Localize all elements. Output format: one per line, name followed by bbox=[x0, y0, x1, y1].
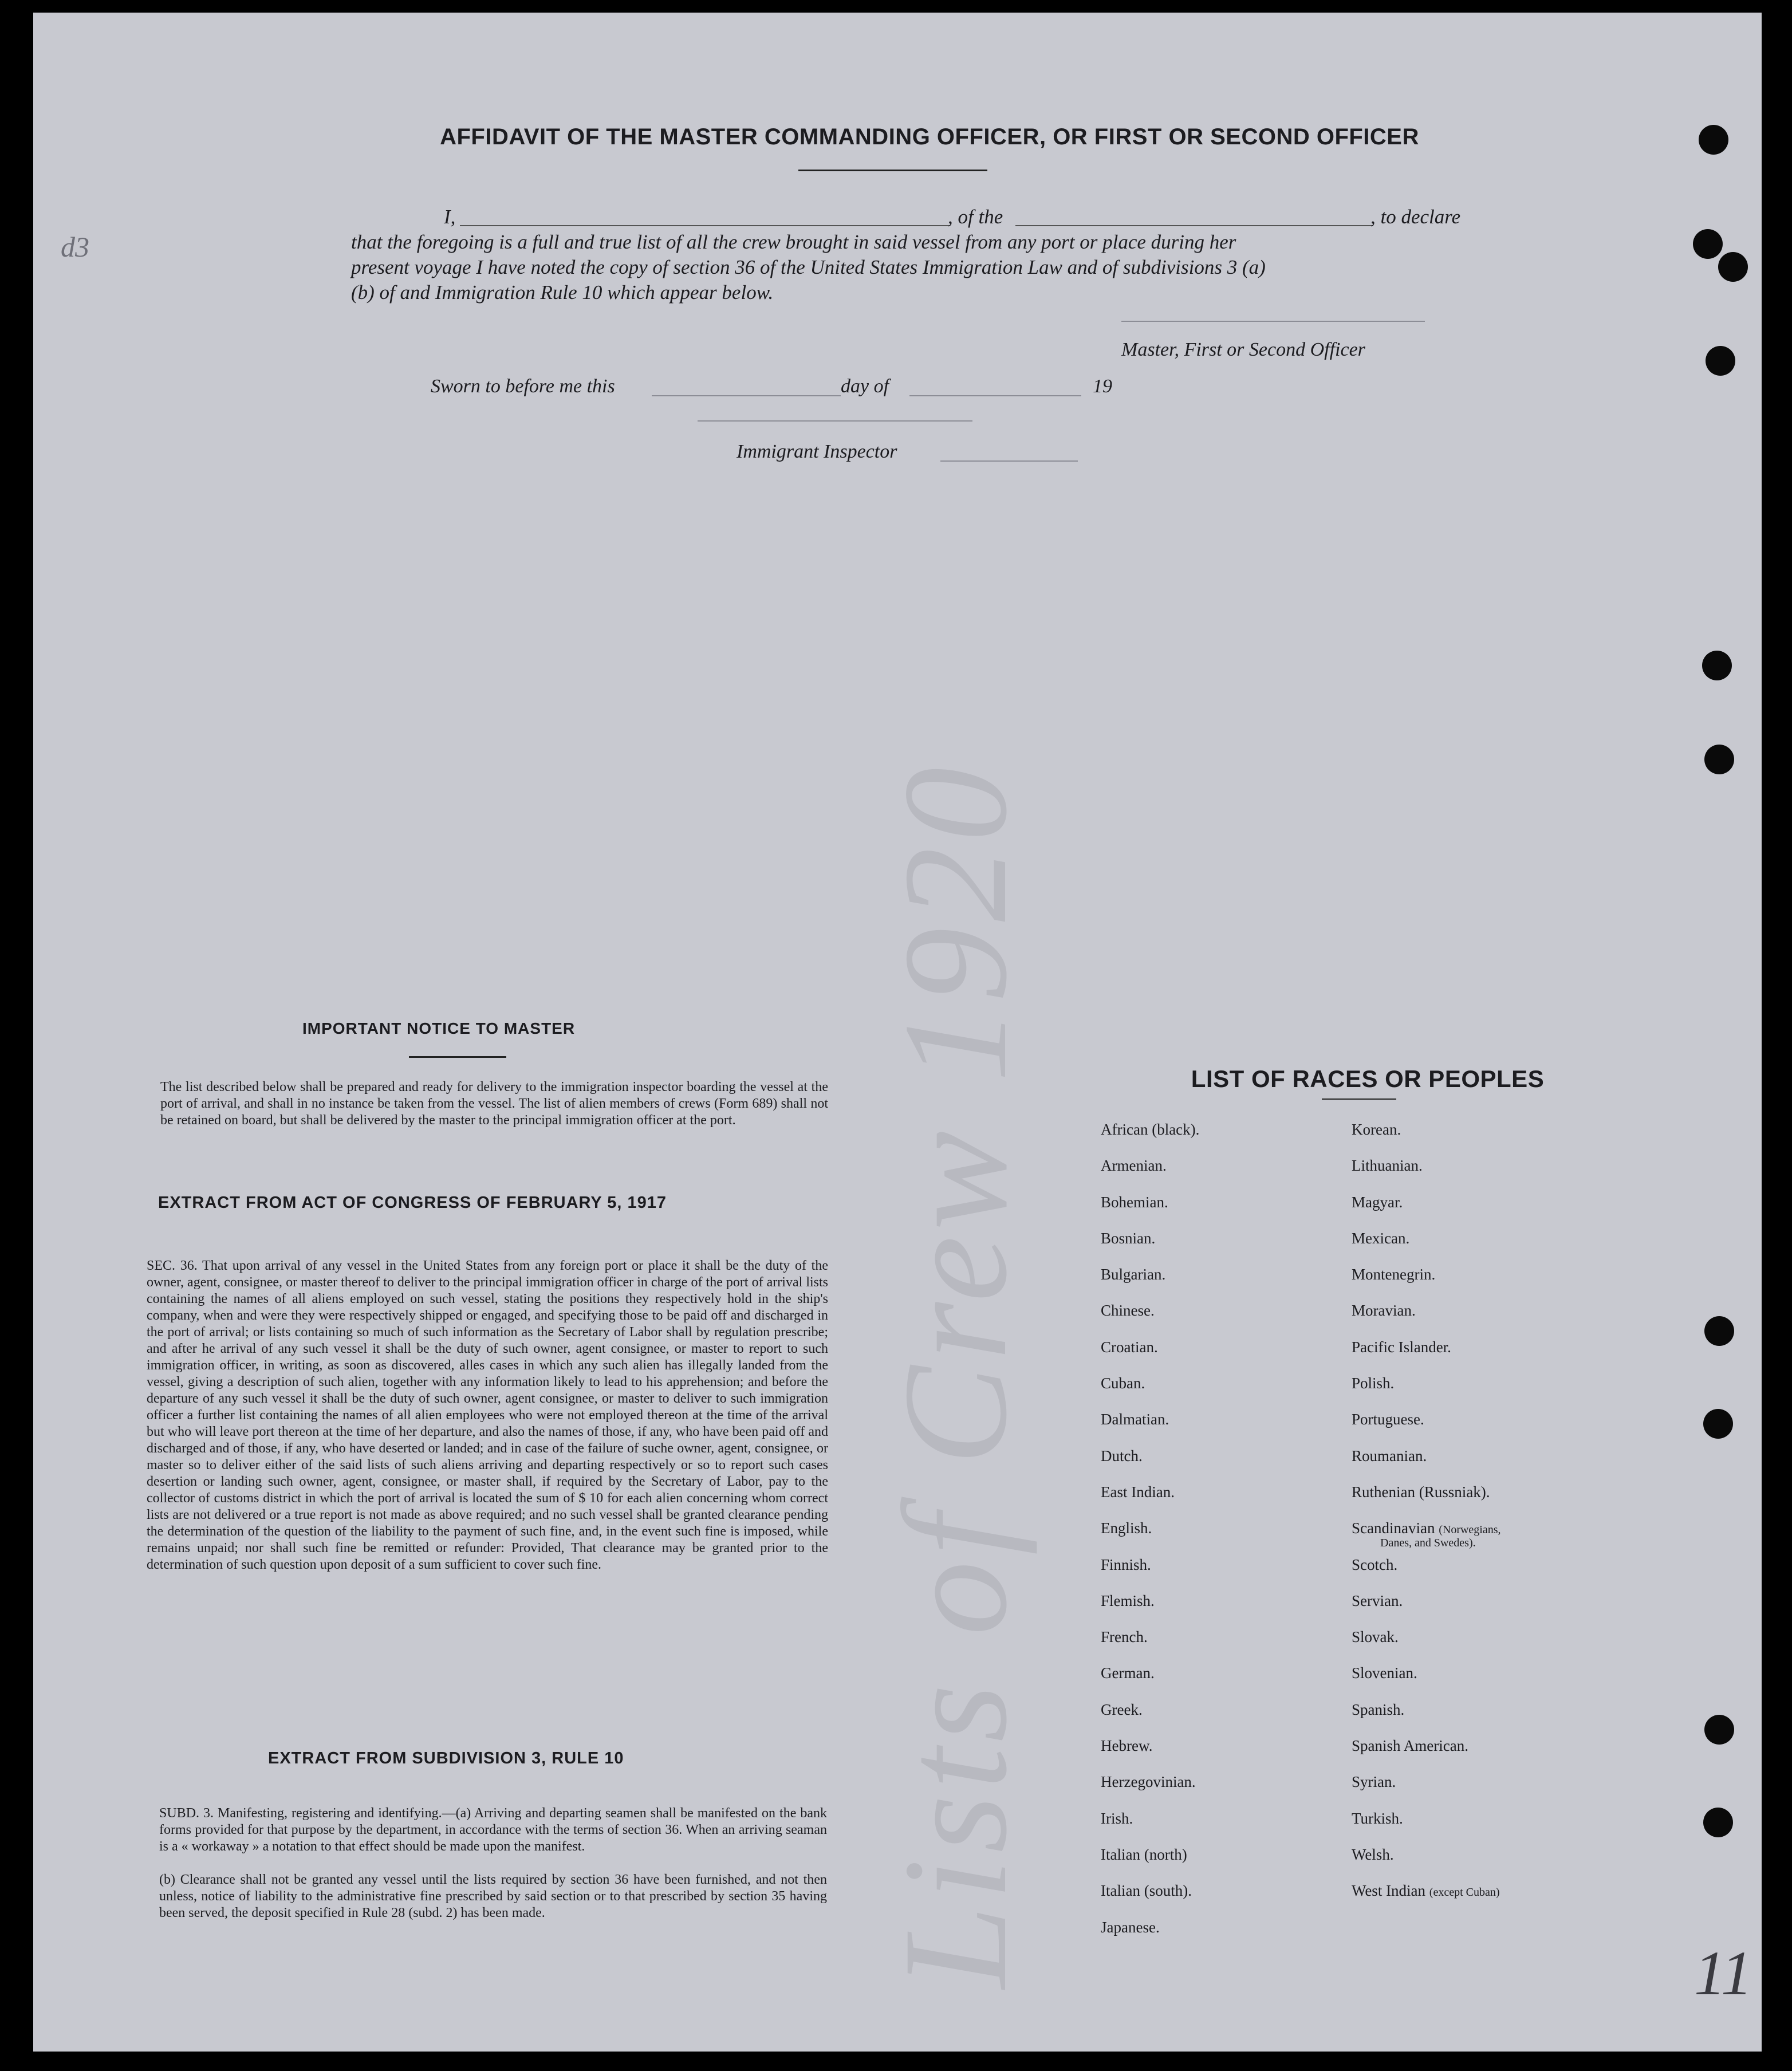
document-page bbox=[33, 13, 1762, 2052]
race-item: Mexican. bbox=[1352, 1229, 1410, 1247]
races-column-2 bbox=[1352, 1121, 1501, 1919]
race-item: Montenegrin. bbox=[1352, 1266, 1436, 1283]
race-item: Moravian. bbox=[1352, 1302, 1416, 1320]
race-item: Chinese. bbox=[1101, 1302, 1155, 1320]
race-item: Roumanian. bbox=[1352, 1447, 1427, 1464]
race-item-note: Danes, and Swedes). bbox=[1380, 1537, 1476, 1550]
race-item: Polish. bbox=[1352, 1375, 1395, 1392]
race-item: Italian (south). bbox=[1101, 1882, 1192, 1900]
punch-hole bbox=[1702, 651, 1732, 680]
race-item: Finnish. bbox=[1101, 1556, 1151, 1573]
race-item: Irish. bbox=[1101, 1809, 1133, 1827]
affidavit-line-2: that the foregoing is a full and true list of all the crew brought in said vessel from any port or place during her bbox=[351, 231, 1236, 253]
races-column-1 bbox=[1101, 1121, 1199, 1955]
race-item: Greek. bbox=[1101, 1700, 1143, 1718]
race-item: English. bbox=[1101, 1519, 1152, 1537]
race-item: Hebrew. bbox=[1101, 1737, 1153, 1755]
sworn-month-field[interactable] bbox=[909, 395, 1081, 396]
inspector-label: Immigrant Inspector bbox=[737, 441, 897, 462]
punch-hole bbox=[1693, 229, 1723, 259]
race-item: Bohemian. bbox=[1101, 1193, 1168, 1211]
inspector-field-line[interactable] bbox=[940, 460, 1078, 462]
race-item: Lithuanian. bbox=[1352, 1157, 1423, 1175]
vessel-field[interactable] bbox=[1015, 225, 1373, 226]
affidavit-of-the: , of the bbox=[948, 206, 1003, 228]
race-item-west-indian bbox=[1352, 1882, 1501, 1918]
punch-hole bbox=[1704, 1715, 1734, 1745]
year-label: 19 bbox=[1093, 376, 1112, 397]
sworn-label: Sworn to before me this bbox=[431, 376, 615, 397]
punch-hole bbox=[1706, 346, 1735, 376]
race-item: German. bbox=[1101, 1664, 1155, 1682]
race-item: East Indian. bbox=[1101, 1483, 1175, 1501]
affidavit-to-declare: , to declare bbox=[1370, 206, 1461, 228]
notice-text: The list described below shall be prepared and ready for delivery to the immigration inspector boarding the vessel at the port of arrival, and shall in no instance be taken from the vessel. The list of alien members of crews (Form 689) shall not be retained on board, but shall be delivered by the master to the principal immigration officer at the port. bbox=[160, 1080, 828, 1128]
race-item: Welsh. bbox=[1352, 1845, 1394, 1863]
signature-label: Master, First or Second Officer bbox=[1121, 339, 1365, 360]
affidavit-line-3: present voyage I have noted the copy of section 36 of the United States Immigration Law and of subdivisions 3 (a) bbox=[351, 256, 1266, 278]
act-extract-text: SEC. 36. That upon arrival of any vessel in the United States from any foreign port or place it shall be the duty of the owner, agent, consignee, or master thereof to deliver to the principal immigration officer in charge of the port of arrival lists containing the names of all aliens employed on such vessel, stating the positions they respectively hold in the ship's company, when and were they were respectively shipped or engaged, and specifying those to be paid off and discharged in the port of arrival; or lists containing so much of such information as the Secretary of Labor shall by regulation prescribe; and after he arrival of any such vessel it shall be the duty of such owner, agent consignee, or master to report to such immigration officer, in writing, as soon as discovered, alles cases in which any such alien has illegally landed from the vessel, giving a description of such alien, together with any information likely to lead to his apprehension; and before the departure of any such vessel it shall be the duty of such owner, agent consignee, or master to deliver to such immigration officer a further list containing the names of all alien employees who were not employed thereon at the time of the arrival but who will leave port thereon at the time of her departure, and also the names of those, if any, who have been paid off and discharged and of those, if any, who have deserted or landed; and in case of the failure of suche owner, agent, consignee, or master so to deliver either of the said lists of such aliens arriving and departing respectively or so to report such cases desertion or landing such owner, agent, consignee, or master shall, if required by the Secretary of Labor, pay to the collector of customs district in which the port of arrival is located the sum of $ 10 for each alien concerning whom correct lists are not delivered or a true report is not made as above required; and no such vessel shall be granted clearance pending the determination of the question of the liability to the payment of such fine, and, in the event such fine is imposed, while remains unpaid; nor shall such fine be remitted or refunder: Provided, That clearance may be granted prior to the determination of such question upon deposit of a sum sufficient to cover such fine. bbox=[147, 1258, 828, 1572]
affidavit-line-1 bbox=[351, 204, 1468, 230]
race-item: Italian (north) bbox=[1101, 1845, 1187, 1863]
race-item-label: West Indian bbox=[1352, 1882, 1426, 1900]
day-of-label: day of bbox=[841, 376, 889, 397]
notice-underline bbox=[409, 1056, 506, 1058]
race-item: Scotch. bbox=[1352, 1556, 1398, 1573]
affidavit-title: AFFIDAVIT OF THE MASTER COMMANDING OFFICER, OR FIRST OR SECOND OFFICER bbox=[440, 124, 1419, 149]
notice-title: IMPORTANT NOTICE TO MASTER bbox=[302, 1019, 576, 1037]
punch-hole bbox=[1703, 1409, 1733, 1439]
rule-extract-text-b: (b) Clearance shall not be granted any vessel until the lists required by section 36 have been furnished, and not then unless, notice of liability to the administrative fine prescribed by said section or to that prescribed by section 35 having been served, the deposit specified in Rule 28 (subd. 2) has been made. bbox=[159, 1872, 827, 1920]
race-item: Syrian. bbox=[1352, 1773, 1396, 1791]
punch-hole bbox=[1699, 125, 1728, 155]
punch-hole bbox=[1704, 745, 1734, 774]
race-item: Bosnian. bbox=[1101, 1229, 1156, 1247]
race-item: Slovak. bbox=[1352, 1628, 1399, 1646]
punch-hole bbox=[1704, 1316, 1734, 1346]
race-item: Portuguese. bbox=[1352, 1411, 1424, 1428]
race-item: Spanish. bbox=[1352, 1700, 1405, 1718]
race-item: Pacific Islander. bbox=[1352, 1338, 1451, 1356]
race-item-scandinavian bbox=[1352, 1519, 1501, 1556]
inspector-signature-line[interactable] bbox=[698, 420, 972, 422]
margin-mark: d3 bbox=[61, 231, 89, 263]
race-item: Magyar. bbox=[1352, 1193, 1403, 1211]
race-item: Dutch. bbox=[1101, 1447, 1143, 1464]
race-item: African (black). bbox=[1101, 1121, 1200, 1138]
race-item: Servian. bbox=[1352, 1592, 1403, 1609]
race-item: Armenian. bbox=[1101, 1157, 1167, 1175]
affidavit-i: I, bbox=[444, 206, 456, 228]
race-item: Slovenian. bbox=[1352, 1664, 1417, 1682]
race-item: Cuban. bbox=[1101, 1375, 1145, 1392]
sworn-day-field[interactable] bbox=[652, 395, 841, 396]
race-item: Korean. bbox=[1352, 1121, 1401, 1138]
rule-extract-text-a: SUBD. 3. Manifesting, registering and identifying.—(a) Arriving and departing seamen shall be manifested on the bank forms provided for that purpose by the department, in accordance with the terms of section 36. When an arriving seaman is a « workaway » a notation to that effect should be made upon the manifest. bbox=[159, 1806, 827, 1854]
race-item-label: Scandinavian bbox=[1352, 1519, 1435, 1537]
race-item-note: (Norwegians, bbox=[1439, 1523, 1501, 1537]
race-item-note: (except Cuban) bbox=[1429, 1886, 1500, 1899]
race-item: French. bbox=[1101, 1628, 1148, 1646]
race-item: Japanese. bbox=[1101, 1918, 1160, 1936]
title-underline bbox=[798, 170, 987, 171]
affidavit-body bbox=[351, 204, 1468, 305]
bleed-through-text: Lists of Crew 1920 bbox=[873, 761, 1038, 1989]
races-title-underline bbox=[1322, 1099, 1396, 1100]
race-item: Herzegovinian. bbox=[1101, 1773, 1196, 1791]
race-item: Flemish. bbox=[1101, 1592, 1155, 1609]
race-item: Spanish American. bbox=[1352, 1737, 1468, 1755]
act-extract-title: EXTRACT FROM ACT OF CONGRESS OF FEBRUARY 5, 1917 bbox=[158, 1194, 667, 1212]
handwritten-mark: 11 bbox=[1694, 1938, 1752, 2008]
rule-extract-title: EXTRACT FROM SUBDIVISION 3, RULE 10 bbox=[268, 1749, 624, 1767]
race-item: Croatian. bbox=[1101, 1338, 1158, 1356]
race-item: Bulgarian. bbox=[1101, 1266, 1166, 1283]
punch-hole bbox=[1718, 252, 1748, 282]
punch-hole bbox=[1703, 1808, 1733, 1837]
race-item: Ruthenian (Russniak). bbox=[1352, 1483, 1490, 1501]
race-item: Turkish. bbox=[1352, 1809, 1403, 1827]
name-field[interactable] bbox=[460, 225, 950, 226]
signature-line[interactable] bbox=[1121, 321, 1425, 322]
races-title: LIST OF RACES OR PEOPLES bbox=[1191, 1065, 1545, 1092]
affidavit-line-4: (b) of and Immigration Rule 10 which appear below. bbox=[351, 281, 774, 304]
race-item: Dalmatian. bbox=[1101, 1411, 1169, 1428]
